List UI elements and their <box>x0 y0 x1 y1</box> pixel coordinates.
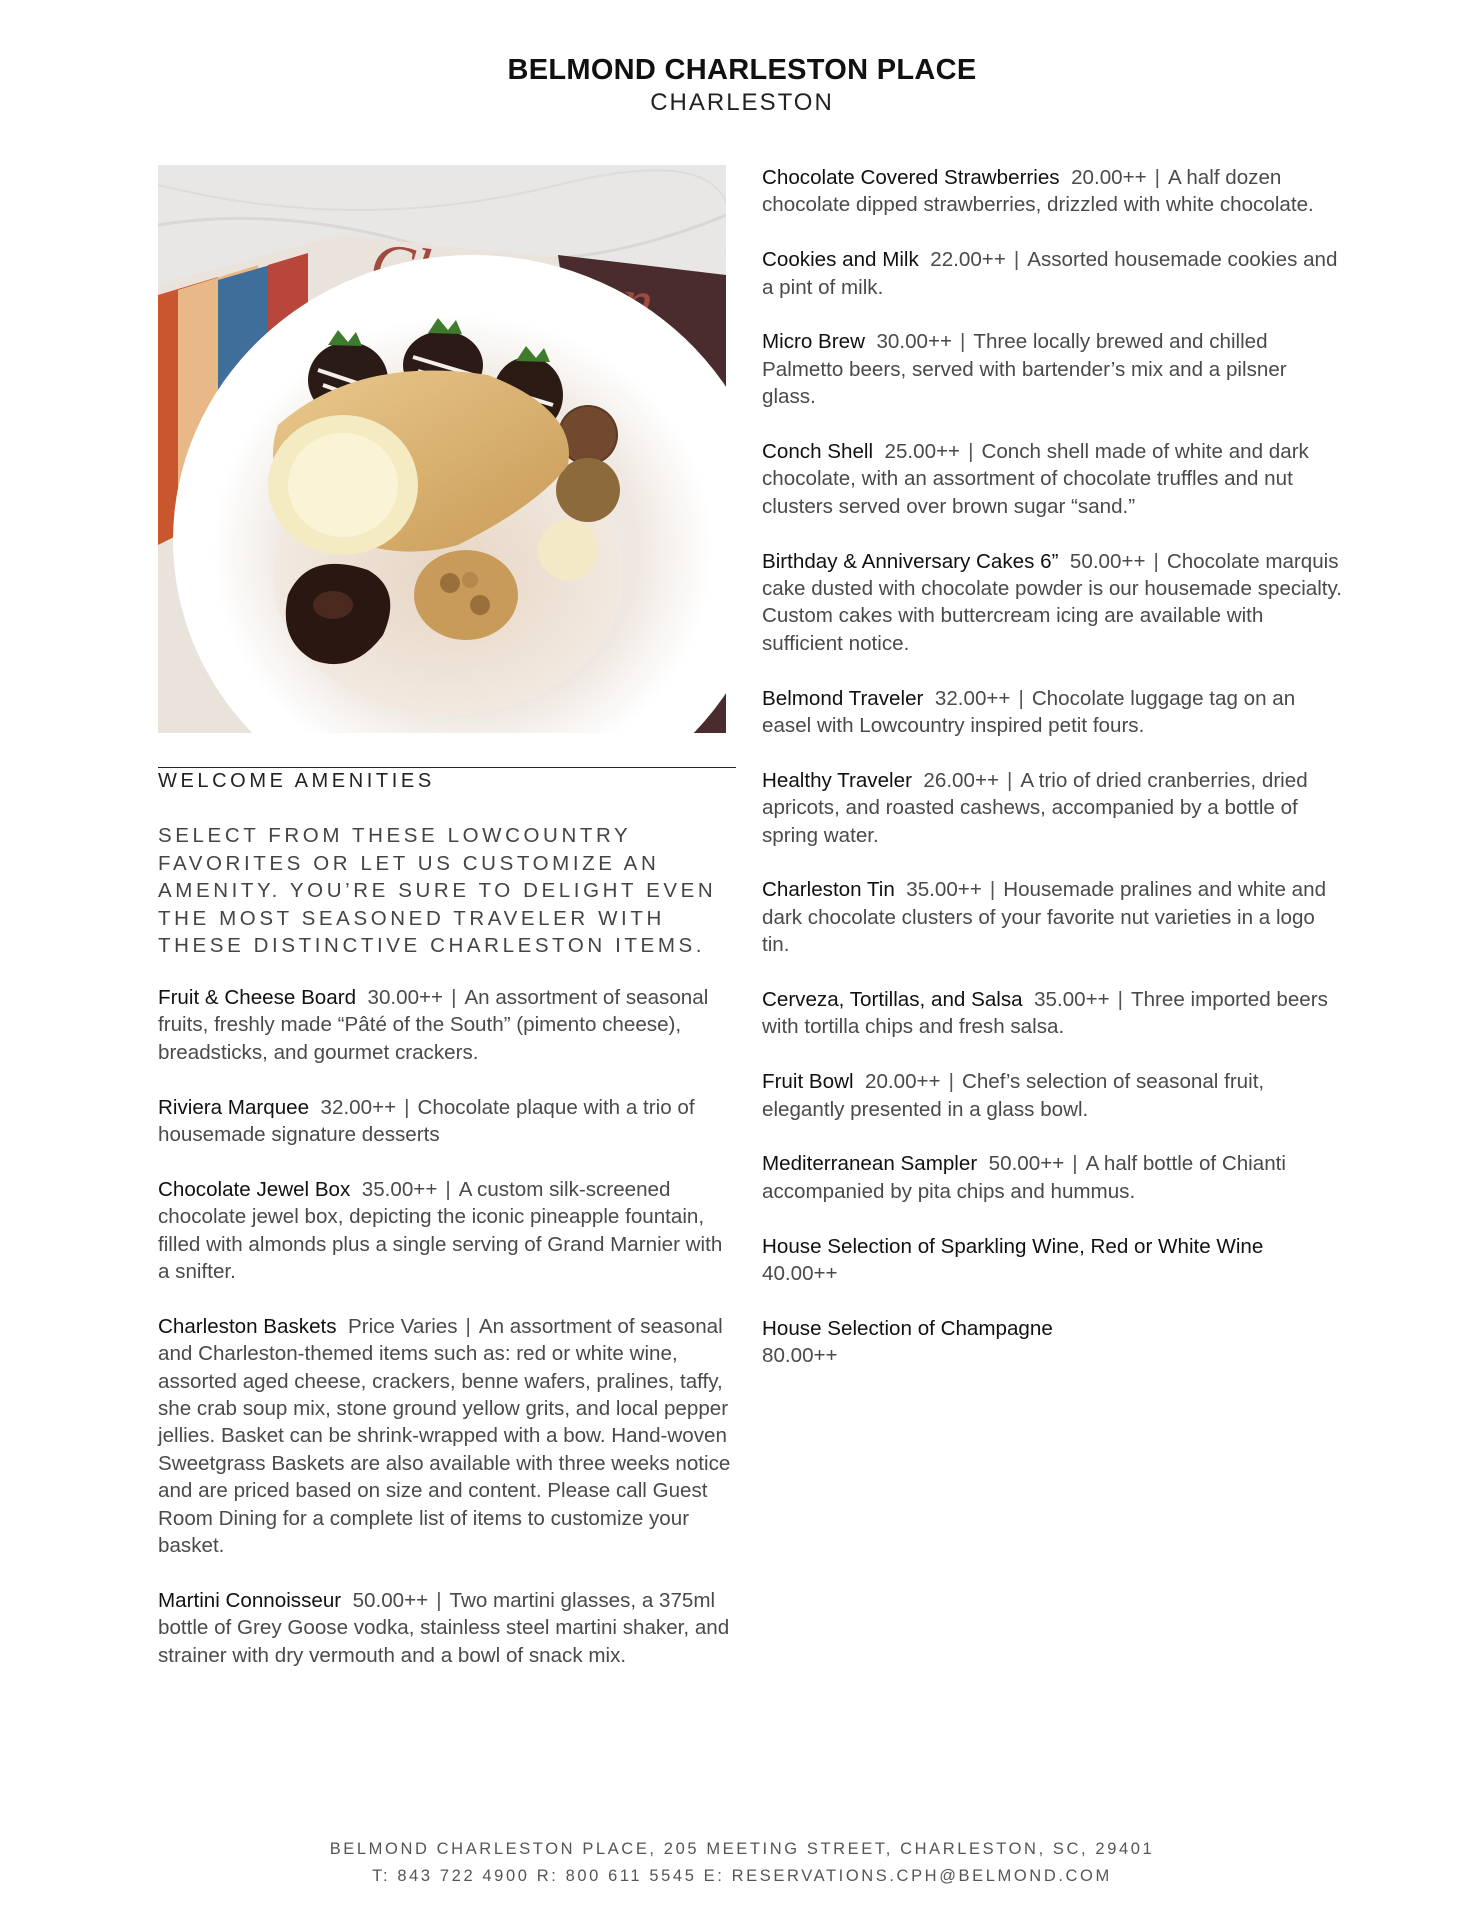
separator: | <box>1013 248 1020 272</box>
menu-item-description: An assortment of seasonal and Charleston-themed items such as: red or white wine, assorted aged cheese, crackers, benne wafers, pralines, taffy, she crab soup mix, stone ground yellow grits, and local pepper jellies. Basket can be shrink-wrapped with a bow. Hand-woven Sweetgrass Baskets are also available with three weeks notice and are priced based on size and content. Please call Guest Room Dining for a complete list of items to customize your basket. <box>158 1314 731 1558</box>
menu-item-price: 20.00++ <box>865 1070 941 1094</box>
menu-item-description: Three imported beers with tortilla chips and fresh salsa. <box>762 988 1328 1039</box>
menu-item-price: 50.00++ <box>1069 549 1146 573</box>
menu-item-description: Chocolate plaque with a trio of housemade signature desserts <box>158 1095 695 1147</box>
menu-item-price: 26.00++ <box>923 768 999 792</box>
menu-item-name: Fruit Bowl <box>762 1070 854 1094</box>
menu-item-name: Belmond Traveler <box>762 686 924 710</box>
separator: | <box>1007 768 1013 792</box>
menu-item <box>158 1587 738 1669</box>
menu-item <box>762 164 1342 219</box>
menu-item-description: Two martini glasses, a 375ml bottle of Grey Goose vodka, stainless steel martini shaker, and strainer with dry vermouth and a bowl of snack mix. <box>158 1588 730 1667</box>
separator: | <box>436 1588 442 1612</box>
separator: | <box>968 440 974 464</box>
separator: | <box>465 1314 471 1338</box>
menu-item-price: 30.00++ <box>367 986 444 1009</box>
menu-item <box>762 685 1342 740</box>
menu-item-name: Chocolate Covered Strawberries <box>762 166 1060 189</box>
menu-item-price: 20.00++ <box>1071 166 1147 189</box>
menu-item-description: An assortment of seasonal fruits, freshly made “Pâté of the South” (pimento cheese), breadsticks, and gourmet crackers. <box>158 986 709 1064</box>
menu-item-price: 25.00++ <box>884 440 961 464</box>
city-name: CHARLESTON <box>650 89 834 116</box>
dessert-photo <box>158 165 726 733</box>
menu-item-price: 35.00++ <box>906 878 982 902</box>
menu-item-description: A trio of dried cranberries, dried apricots, and roasted cashews, accompanied by a bottle of spring water. <box>762 768 1308 847</box>
menu-item-description: Chocolate luggage tag on an easel with Lowcountry inspired petit fours. <box>762 686 1296 738</box>
separator: | <box>1018 686 1024 710</box>
menu-item-price: Price Varies <box>348 1314 458 1338</box>
menu-item-price: 40.00++ <box>762 1262 838 1286</box>
separator: | <box>989 878 996 902</box>
separator: | <box>960 330 966 354</box>
menu-item-description: A half dozen chocolate dipped strawberries, drizzled with white chocolate. <box>762 166 1314 217</box>
menu-item-price: 32.00++ <box>934 686 1011 710</box>
menu-item <box>762 246 1342 301</box>
menu-item-price: 22.00++ <box>930 248 1006 272</box>
left-menu-column <box>158 984 738 1696</box>
separator: | <box>445 1177 451 1201</box>
menu-item <box>762 1068 1342 1123</box>
menu-item-description: Three locally brewed and chilled Palmetto beers, served with bartender’s mix and a pilsner glass. <box>762 330 1287 409</box>
menu-item-price: 35.00++ <box>1034 988 1110 1012</box>
menu-item-price: 50.00++ <box>352 1588 429 1612</box>
menu-item-description: A custom silk-screened chocolate jewel box, depicting the iconic pineapple fountain, filled with almonds plus a single serving of Grand Marnier with a snifter. <box>158 1177 723 1284</box>
menu-item-price: 50.00++ <box>988 1152 1065 1176</box>
menu-item-name: Martini Connoisseur <box>158 1588 342 1612</box>
separator: | <box>1072 1152 1078 1176</box>
page-footer <box>0 1836 1484 1890</box>
menu-item-name: Cerveza, Tortillas, and Salsa <box>762 988 1023 1012</box>
menu-item-name: Chocolate Jewel Box <box>158 1177 351 1201</box>
separator: | <box>1117 988 1124 1012</box>
menu-item-name: Mediterranean Sampler <box>762 1152 978 1176</box>
menu-item-description: Chef’s selection of seasonal fruit, elegantly presented in a glass bowl. <box>762 1070 1265 1121</box>
separator: | <box>451 986 457 1009</box>
menu-item <box>158 1176 738 1286</box>
menu-item-description: Assorted housemade cookies and a pint of milk. <box>762 248 1338 299</box>
menu-item-name: House Selection of Champagne <box>762 1316 1053 1340</box>
footer-contact: T: 843 722 4900 R: 800 611 5545 E: RESERVATIONS.CPH@BELMOND.COM <box>372 1867 1112 1885</box>
menu-item-description: A half bottle of Chianti accompanied by pita chips and hummus. <box>762 1152 1286 1203</box>
menu-item-name: Riviera Marquee <box>158 1095 310 1119</box>
section-title: WELCOME AMENITIES <box>158 770 435 792</box>
menu-item-name: Charleston Tin <box>762 878 895 902</box>
menu-item-name: Fruit & Cheese Board <box>158 986 357 1009</box>
menu-item-price: 80.00++ <box>762 1344 838 1368</box>
menu-item-description: Chocolate marquis cake dusted with chocolate powder is our housemade specialty. Custom cakes with buttercream icing are available with sufficient notice. <box>762 549 1343 655</box>
menu-item <box>762 438 1342 520</box>
menu-item-price: 32.00++ <box>320 1095 397 1119</box>
menu-item <box>762 328 1342 410</box>
menu-item <box>762 548 1342 658</box>
separator: | <box>1153 549 1159 573</box>
menu-item-description: Housemade pralines and white and dark chocolate clusters of your favorite nut varieties in a logo tin. <box>762 878 1327 957</box>
menu-item-description: Conch shell made of white and dark chocolate, with an assortment of chocolate truffles and nut clusters served over brown sugar “sand.” <box>762 440 1309 518</box>
footer-address: BELMOND CHARLESTON PLACE, 205 MEETING STREET, CHARLESTON, SC, 29401 <box>329 1840 1155 1858</box>
menu-item-name: Cookies and Milk <box>762 248 919 272</box>
menu-item <box>762 1150 1342 1205</box>
section-intro: SELECT FROM THESE LOWCOUNTRY FAVORITES OR LET US CUSTOMIZE AN AMENITY. YOU’RE SURE TO DELIGHT EVEN THE MOST SEASONED TRAVELER WITH THESE DISTINCTIVE CHARLESTON ITEMS. <box>158 824 717 957</box>
menu-item <box>762 1233 1342 1288</box>
page-header <box>0 52 1484 118</box>
separator: | <box>1154 166 1161 189</box>
menu-item-name: Micro Brew <box>762 330 865 354</box>
menu-item-name: Birthday & Anniversary Cakes 6” <box>762 549 1059 573</box>
menu-item <box>762 1315 1342 1370</box>
menu-item <box>762 767 1342 849</box>
menu-item <box>158 1313 738 1560</box>
menu-item-price: 35.00++ <box>361 1177 438 1201</box>
separator: | <box>404 1095 410 1119</box>
right-menu-column <box>762 164 1342 1397</box>
menu-item <box>762 876 1342 958</box>
menu-item-name: Charleston Baskets <box>158 1314 337 1338</box>
menu-item-price: 30.00++ <box>876 330 953 354</box>
hotel-name: BELMOND CHARLESTON PLACE <box>507 54 977 86</box>
menu-item <box>762 986 1342 1041</box>
menu-item-name: House Selection of Sparkling Wine, Red or White Wine <box>762 1234 1264 1258</box>
menu-item <box>158 1094 738 1149</box>
menu-item-name: Conch Shell <box>762 440 874 464</box>
menu-item <box>158 984 738 1066</box>
separator: | <box>948 1070 954 1094</box>
menu-item-name: Healthy Traveler <box>762 768 912 792</box>
